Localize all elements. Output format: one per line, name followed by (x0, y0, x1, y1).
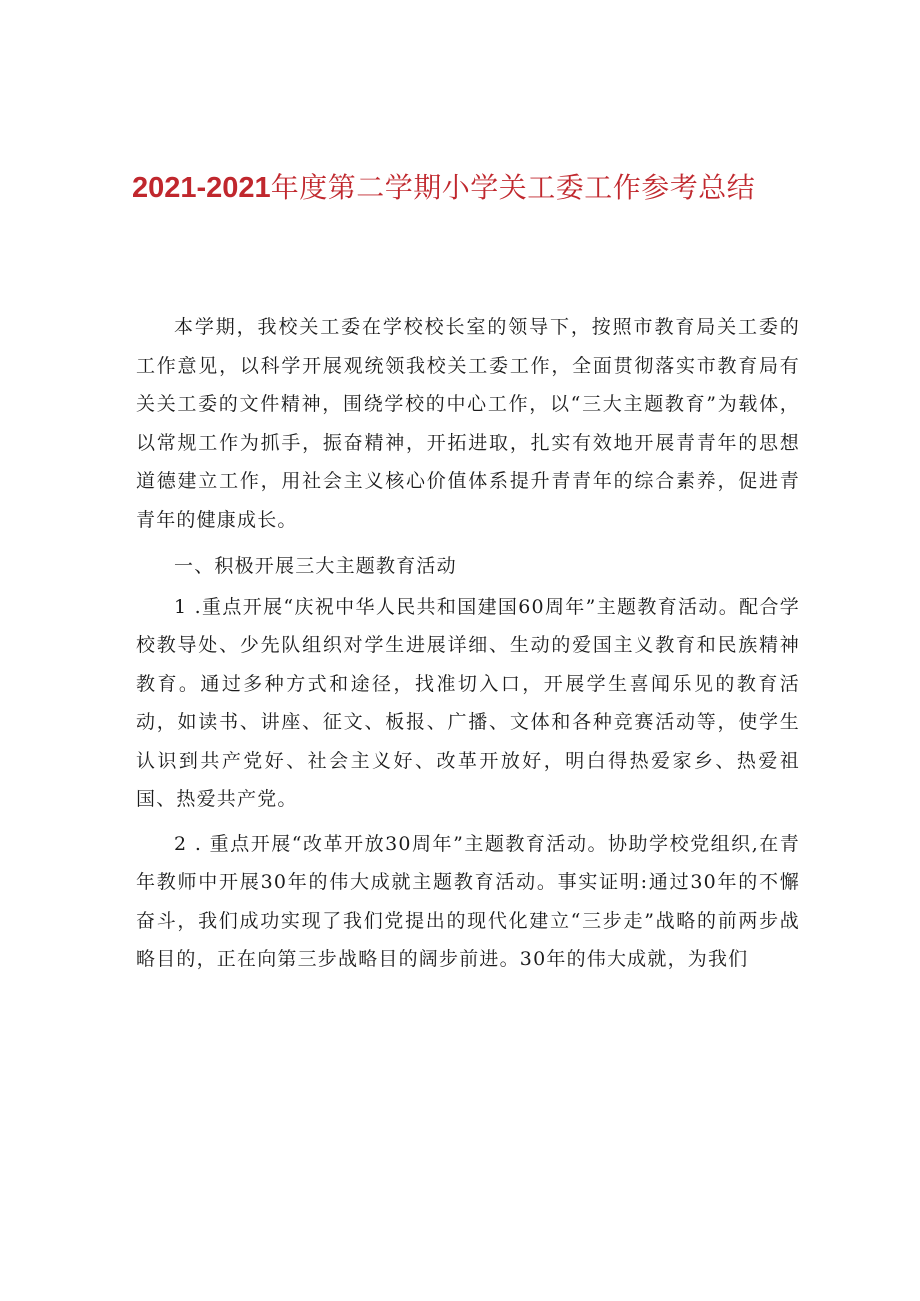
document-title (132, 168, 812, 208)
intro-paragraph: 本学期，我校关工委在学校校长室的领导下，按照市教育局关工委的工作意见，以科学开展观统领我校关工委工作，全面贯彻落实市教育局有关关工委的文件精神，围绕学校的中心工作，以“三大主题教育”为载体，以常规工作为抓手，振奋精神，开拓进取，扎实有效地开展青青年的思想道德建立工作，用社会主义核心价值体系提升青青年的综合素养，促进青青年的健康成长。 (136, 316, 800, 531)
item-2-paragraph: 2 . 重点开展“改革开放30周年”主题教育活动。协助学校党组织,在青年教师中开展30年的伟大成就主题教育活动。事实证明:通过30年的不懈奋斗，我们成功实现了我们党提出的现代化建立“三步走”战略的前两步战略目的，正在向第三步战略目的阔步前进。30年的伟大成就，为我们 (136, 832, 800, 970)
document-body (136, 308, 800, 979)
title-year: 2021-2021 (132, 172, 271, 204)
title-text: 年度第二学期小学关工委工作参考总结 (270, 171, 756, 204)
item-1-paragraph: 1 .重点开展“庆祝中华人民共和国建国60周年”主题教育活动。配合学校教导处、少先队组织对学生进展详细、生动的爱国主义教育和民族精神教育。通过多种方式和途径，找准切入口，开展学生喜闻乐见的教育活动，如读书、讲座、征文、板报、广播、文体和各种竞赛活动等，使学生认识到共产党好、社会主义好、改革开放好，明白得热爱家乡、热爱祖国、热爱共产党。 (136, 595, 800, 810)
section-heading: 一、积极开展三大主题教育活动 (174, 555, 457, 577)
